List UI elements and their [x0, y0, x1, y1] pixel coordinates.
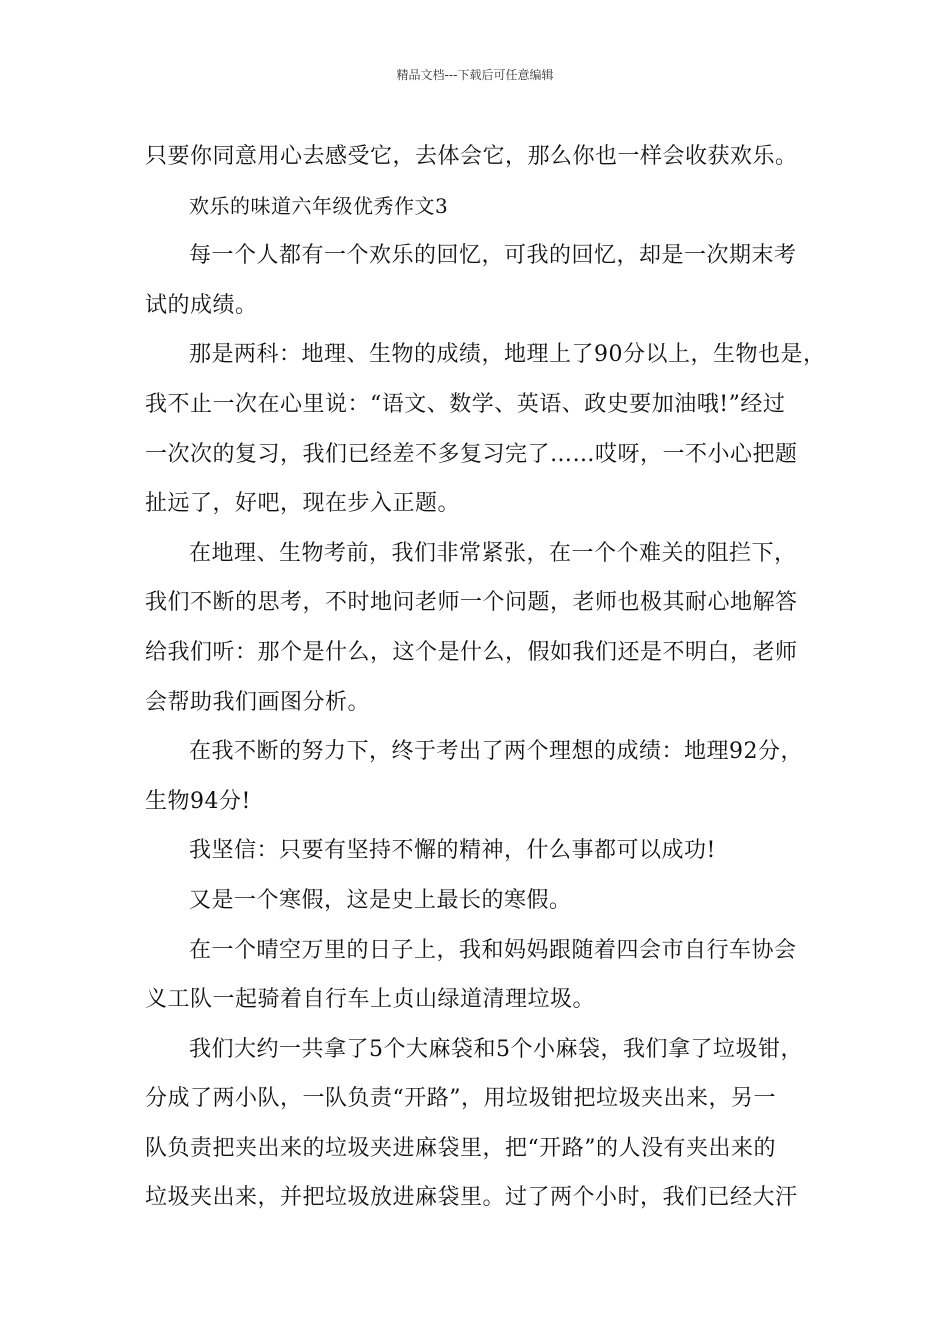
- text-line: 在我不断的努力下，终于考出了两个理想的成绩：地理92分，: [189, 739, 803, 765]
- text-line: 我们不断的思考，不时地问老师一个问题，老师也极其耐心地解答: [145, 590, 798, 616]
- text-line: 会帮助我们画图分析。: [145, 689, 371, 715]
- paragraph-10: [145, 1025, 825, 1223]
- paragraph-9: [145, 926, 825, 1025]
- text-line: 队负责把夹出来的垃圾夹进麻袋里，把“开路”的人没有夹出来的: [145, 1135, 776, 1161]
- text-line: 垃圾夹出来，并把垃圾放进麻袋里。过了两个小时，我们已经大汗: [145, 1185, 798, 1211]
- paragraph-5: [145, 529, 825, 727]
- text-line: 又是一个寒假，这是史上最长的寒假。: [189, 887, 572, 913]
- text-line: 一次次的复习，我们已经差不多复习完了……哎呀，一不小心把题: [145, 441, 798, 467]
- text-line: 在地理、生物考前，我们非常紧张，在一个个难关的阻拦下，: [189, 540, 797, 566]
- text-line: 只要你同意用心去感受它，去体会它，那么你也一样会收获欢乐。: [145, 144, 798, 169]
- text-line: 给我们听：那个是什么，这个是什么，假如我们还是不明白，老师: [145, 639, 798, 665]
- paragraph-4: [145, 330, 825, 528]
- paragraph-7: [145, 826, 825, 876]
- page-header: 精品文档---下载后可任意编辑: [396, 68, 554, 82]
- text-line: 我坚信：只要有坚持不懈的精神，什么事都可以成功!: [189, 838, 716, 864]
- text-line: 那是两科：地理、生物的成绩，地理上了90分以上，生物也是，: [189, 342, 826, 368]
- text-line: 我们大约一共拿了5个大麻袋和5个小麻袋，我们拿了垃圾钳，: [189, 1036, 803, 1062]
- paragraph-3: [145, 231, 825, 330]
- text-line: 我不止一次在心里说：“语文、数学、英语、政史要加油哦!”经过: [145, 391, 786, 417]
- text-line: 每一个人都有一个欢乐的回忆，可我的回忆，却是一次期末考: [189, 243, 797, 269]
- section-title: [145, 182, 825, 232]
- text-line: 义工队一起骑着自行车上贞山绿道清理垃圾。: [145, 987, 596, 1013]
- paragraph-1: [145, 132, 825, 182]
- text-line: 在一个晴空万里的日子上，我和妈妈跟随着四会市自行车协会: [189, 937, 797, 963]
- text-line: 分成了两小队，一队负责“开路”，用垃圾钳把垃圾夹出来，另一: [145, 1086, 776, 1112]
- paragraph-6: [145, 727, 825, 826]
- paragraph-8: [145, 876, 825, 926]
- document-body: [145, 132, 825, 1223]
- text-line: 扯远了，好吧，现在步入正题。: [145, 491, 461, 517]
- text-line: 欢乐的味道六年级优秀作文3: [189, 193, 449, 218]
- text-line: 生物94分!: [145, 788, 251, 814]
- text-line: 试的成绩。: [145, 292, 258, 318]
